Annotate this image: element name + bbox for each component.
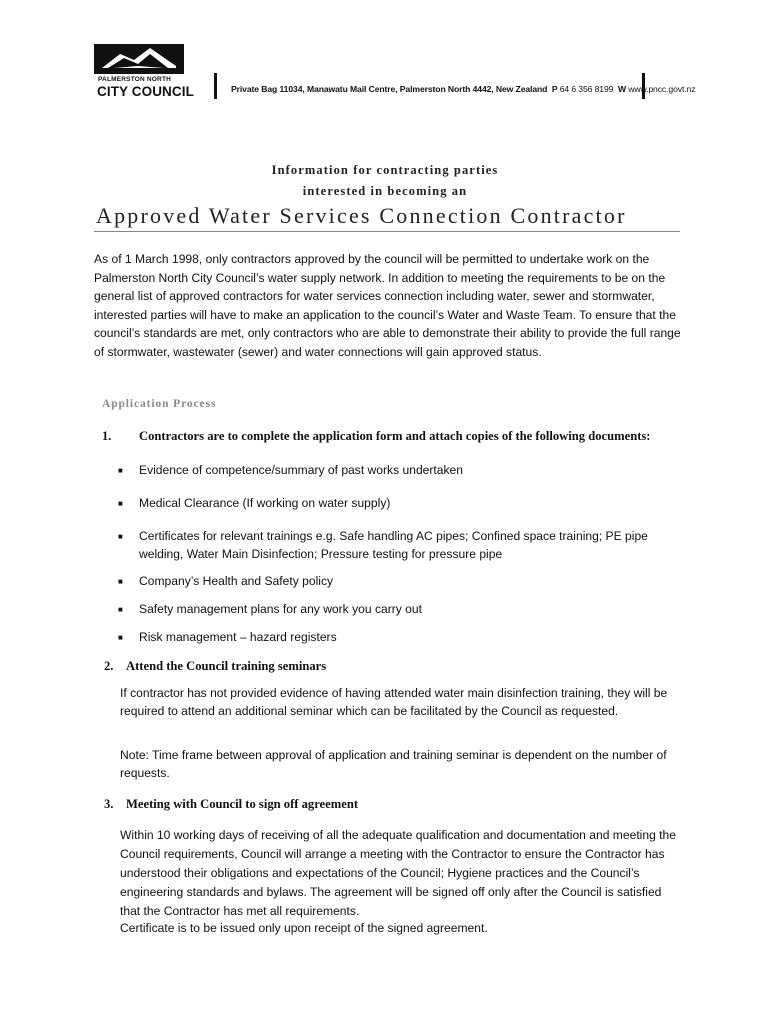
- list-item-text: Company’s Health and Safety policy: [139, 574, 334, 588]
- logo-text-line1: PALMERSTON NORTH: [98, 76, 172, 83]
- list-item-text: Risk management – hazard registers: [139, 630, 337, 644]
- phone-label: P: [551, 84, 558, 94]
- step-1-number: 1.: [102, 429, 112, 443]
- step-2-heading: Attend the Council training seminars: [126, 659, 327, 673]
- step-3-number: 3.: [104, 797, 114, 811]
- list-item-text: Evidence of competence/summary of past works undertaken: [139, 463, 464, 477]
- intro-paragraph: As of 1 March 1998, only contractors approved by the council will be permitted to undertake work on the Palmerston North City Council’s water supply network. In addition to meeting the requirements to be on the general list of approved contractors for water services connection including water, sewer and stormwater, interested parties will have to make an application to the council’s Water and Waste Team. To ensure that the council’s standards are met, only contractors who are able to demonstrate their ability to provide the full range of stormwater, wastewater (sewer) and water connections will gain approved status.: [94, 252, 681, 359]
- page-title: Approved Water Services Connection Contractor: [96, 203, 627, 228]
- step-3-paragraph: Within 10 working days of receiving of all the adequate qualification and documentation and meeting the Council requirements, Council will arrange a meeting with the Contractor to ensure the Contractor has understood their obligations and expectations of the Council; Hygiene practices and the Council’s engineering standards and bylaws. The agreement will be signed off only after the Council is satisfied that the Contractor has met all requirements.: [120, 828, 676, 918]
- list-item-text: Safety management plans for any work you carry out: [139, 602, 422, 616]
- bullet-icon: ■: [118, 605, 123, 614]
- web-url[interactable]: www.pncc.govt.nz: [628, 84, 696, 94]
- bullet-icon: ■: [118, 532, 123, 541]
- step-3-heading: Meeting with Council to sign off agreement: [126, 797, 359, 811]
- section-heading: Application Process: [102, 398, 217, 410]
- step-3-certificate-note: Certificate is to be issued only upon receipt of the signed agreement.: [120, 921, 488, 935]
- bullet-icon: ■: [118, 499, 123, 508]
- bullet-icon: ■: [118, 633, 123, 642]
- bullet-icon: ■: [118, 577, 123, 586]
- address-text: Private Bag 11034, Manawatu Mail Centre, Palmerston North 4442, New Zealand: [231, 84, 548, 94]
- council-logo: [94, 44, 194, 102]
- title-underline: [94, 231, 680, 232]
- step-2-note: Note: Time frame between approval of application and training seminar is dependent on the number of requests.: [120, 748, 667, 780]
- list-item-text: Certificates for relevant trainings e.g. Safe handling AC pipes; Confined space training; PE pipe welding, Water Main Disinfection; Pressure testing for pressure pipe: [139, 529, 648, 561]
- list-item-text: Medical Clearance (If working on water supply): [139, 496, 391, 510]
- step-2-number: 2.: [104, 659, 114, 673]
- phone-number: 64 6 356 8199: [559, 84, 614, 94]
- web-label: W: [617, 84, 626, 94]
- header-divider-left: [214, 73, 217, 99]
- header-contact: [231, 84, 695, 94]
- logo-text-line2: CITY COUNCIL: [97, 84, 194, 99]
- logo-mark: [94, 44, 184, 74]
- subtitle-line2: interested in becoming an: [302, 184, 468, 198]
- bullet-icon: ■: [118, 466, 123, 475]
- step-2-paragraph: If contractor has not provided evidence of having attended water main disinfection training, they will be required to attend an additional seminar which can be facilitated by the Council as requested.: [120, 686, 668, 718]
- step-1-heading: Contractors are to complete the application form and attach copies of the following documents:: [139, 429, 651, 443]
- subtitle-line1: Information for contracting parties: [271, 163, 499, 177]
